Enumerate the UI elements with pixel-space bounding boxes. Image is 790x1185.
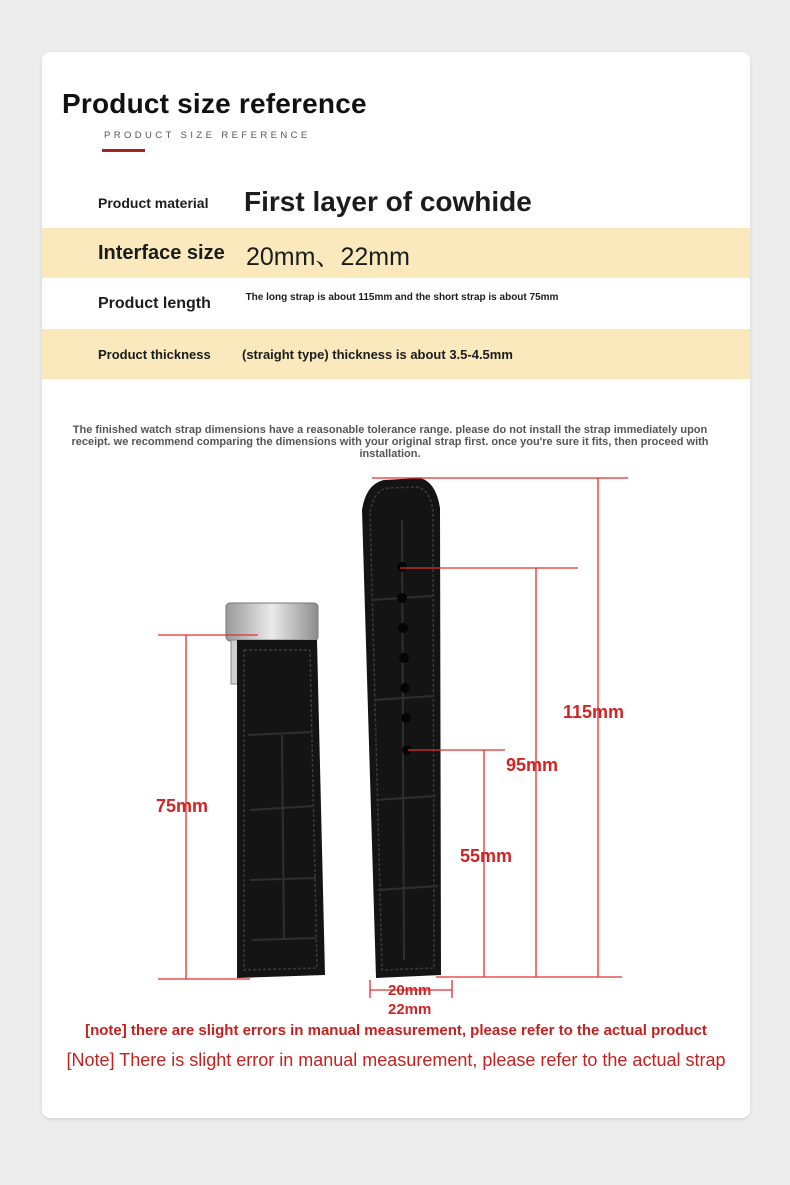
spec-value: 20mm、22mm (246, 243, 410, 271)
spec-label: Product length (98, 295, 211, 312)
spec-label: Interface size (98, 242, 225, 264)
measurement-note-1: [note] there are slight errors in manual measurement, please refer to the actual product (85, 1022, 707, 1039)
width-22-label: 22mm (388, 1001, 432, 1018)
width-20-label: 20mm (388, 982, 432, 999)
long-strap-length-label: 115mm (563, 702, 625, 722)
short-strap-image (226, 603, 325, 978)
measurement-note-2: [Note] There is slight error in manual measurement, please refer to the actual strap (66, 1050, 726, 1070)
spec-label: Product thickness (98, 347, 211, 362)
page-subtitle: PRODUCT SIZE REFERENCE (104, 130, 311, 141)
spec-value: (straight type) thickness is about 3.5-4.5mm (242, 347, 513, 362)
spec-value: The long strap is about 115mm and the short strap is about 75mm (245, 292, 559, 303)
spec-label: Product material (98, 195, 209, 211)
short-strap-length-label: 75mm (156, 796, 209, 816)
tolerance-notice: The finished watch strap dimensions have a reasonable tolerance range. please do not install the strap immediately upon receipt. we recommend comparing the dimensions with your original strap first. once you're sure it fits, then proceed with installation. (71, 424, 709, 460)
hole-to-end-label: 95mm (506, 755, 559, 775)
page-title: Product size reference (62, 88, 367, 119)
long-strap-image (362, 478, 441, 978)
last-hole-to-end-label: 55mm (460, 846, 513, 866)
spec-value: First layer of cowhide (244, 186, 532, 217)
